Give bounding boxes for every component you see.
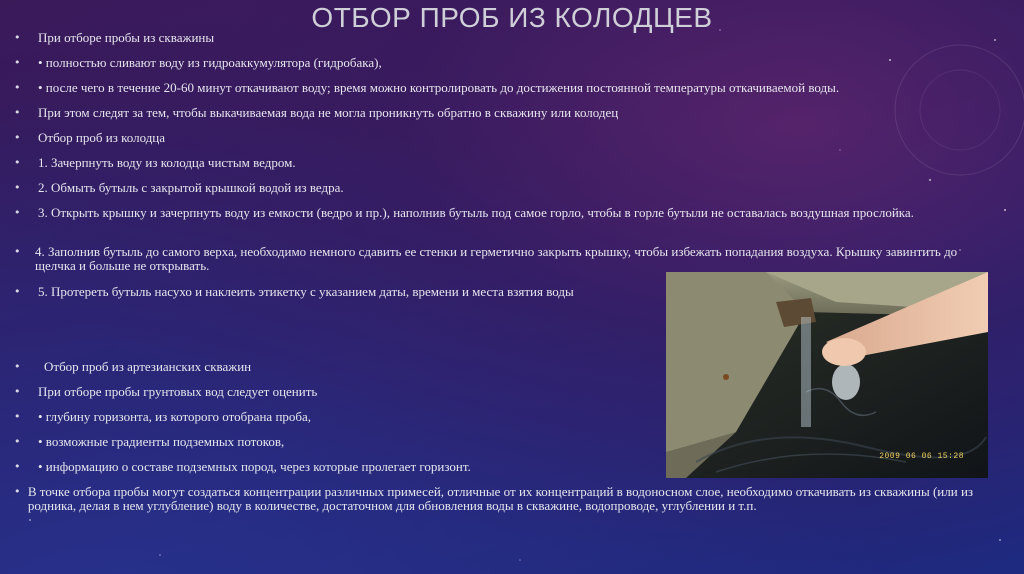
bullet-dot: •	[14, 156, 21, 169]
bullet-dot: •	[14, 245, 21, 258]
bullet-dot: •	[14, 206, 21, 219]
bullet-item	[14, 410, 654, 424]
bullet-text: 1. Зачерпнуть воду из колодца чистым ведром.	[38, 155, 296, 170]
bullet-text: При отборе пробы из скважины	[38, 30, 215, 45]
photo-timestamp: 2009 06 06 15:28	[879, 452, 964, 461]
bullet-text: При этом следят за тем, чтобы выкачиваемая вода не могла проникнуть обратно в скважину или колодец	[38, 105, 619, 120]
bullet-dot: •	[14, 435, 21, 448]
bullet-item	[14, 360, 654, 374]
bullet-item	[14, 181, 654, 195]
bullet-text: • полностью сливают воду из гидроаккумулятора (гидробака),	[38, 55, 382, 70]
bullet-dot: •	[14, 385, 21, 398]
bullet-text: 2. Обмыть бутыль с закрытой крышкой водой из ведра.	[38, 180, 344, 195]
bullet-text: • глубину горизонта, из которого отобрана проба,	[38, 409, 312, 424]
slide-title: ОТБОР ПРОБ ИЗ КОЛОДЦЕВ	[311, 2, 713, 33]
bullet-item	[14, 485, 999, 513]
bullet-item	[14, 131, 654, 145]
bullet-dot: •	[14, 131, 21, 144]
bullet-text: Отбор проб из артезианских скважин	[44, 359, 252, 374]
bullet-item	[14, 81, 999, 95]
bullet-dot: •	[14, 106, 21, 119]
bullet-text: 5. Протереть бутыль насухо и наклеить этикетку с указанием даты, времени и места взятия воды	[38, 284, 574, 299]
bullet-text: • после чего в течение 20-60 минут откачивают воду; время можно контролировать до достижения постоянной температуры откачиваемой воды.	[38, 80, 840, 95]
bullet-item	[14, 56, 654, 70]
bullet-dot: •	[14, 31, 21, 44]
bullet-text: При отборе пробы грунтовых вод следует оценить	[38, 384, 318, 399]
bullet-item	[14, 206, 999, 220]
bullet-item	[14, 285, 664, 299]
bullet-item	[14, 156, 654, 170]
bullet-text: • возможные градиенты подземных потоков,	[38, 434, 285, 449]
bullet-dot: •	[14, 360, 21, 373]
bullet-item	[14, 460, 654, 474]
bullet-dot: •	[14, 485, 21, 498]
bullet-item	[14, 435, 654, 449]
bullet-text: 3. Открыть крышку и зачерпнуть воду из емкости (ведро и пр.), наполнив бутыль под самое горло, чтобы в горле бутыли не оставалась воздушная прослойка.	[38, 205, 914, 220]
bullet-text: • информацию о составе подземных пород, через которые пролегает горизонт.	[38, 459, 471, 474]
bullet-text: Отбор проб из колодца	[38, 130, 166, 145]
bullet-dot: •	[14, 460, 21, 473]
bullet-dot: •	[14, 81, 21, 94]
bullet-dot: •	[14, 181, 21, 194]
bullet-dot: •	[14, 410, 21, 423]
well-sampling-photo	[666, 272, 988, 478]
bullet-dot: •	[14, 56, 21, 69]
bullet-text: 4. Заполнив бутыль до самого верха, необходимо немного сдавить ее стенки и герметично закрыть крышку, чтобы избежать попадания воздуха. Крышку завинтить до щелчка и больше не открывать.	[35, 244, 958, 273]
bullet-item	[14, 106, 999, 120]
bullet-text: В точке отбора пробы могут создаться концентрации различных примесей, отличные от их концентраций в водоносном слое, необходимо откачивать из скважины (или из родника, делая в нем углубление) воду в количестве, достаточном для обновления воды в скважине, водопроводе, углублении и т.п.	[27, 484, 974, 513]
bullet-item	[14, 385, 654, 399]
bullet-item	[14, 31, 654, 45]
bullet-dot: •	[14, 285, 21, 298]
bullet-item	[14, 245, 999, 273]
